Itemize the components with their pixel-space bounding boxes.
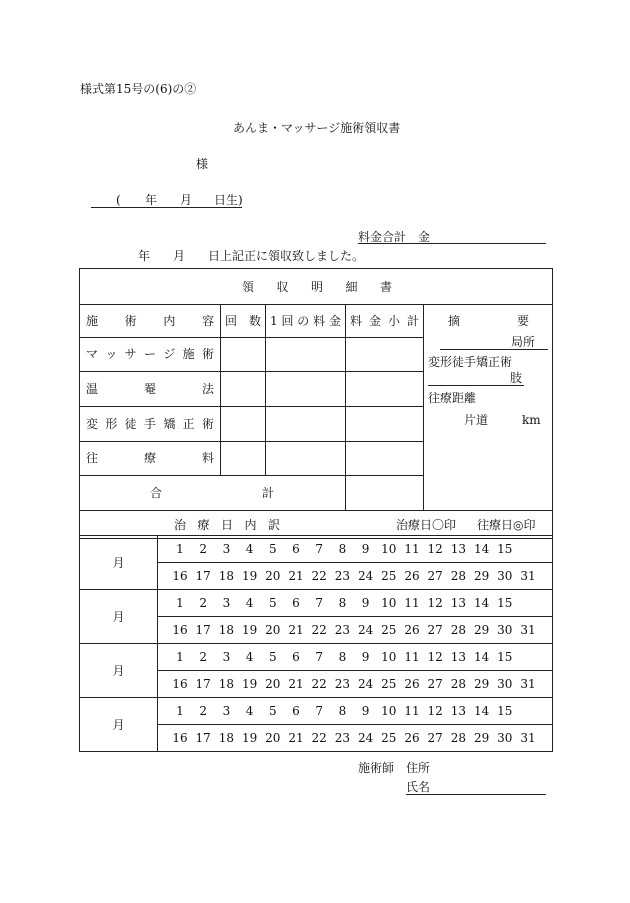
row-hotpack-subtotal	[346, 372, 424, 407]
day-number: 17	[195, 731, 211, 745]
day-number: 15	[497, 650, 513, 664]
receipt-breakdown-table	[79, 268, 553, 539]
row-deform-label: 変 形 徒 手 矯 正 術	[80, 406, 221, 441]
day-number: 28	[450, 677, 467, 691]
row-deform-count	[221, 406, 266, 441]
day-number: 6	[292, 704, 300, 718]
day-number: 8	[338, 704, 347, 718]
month-cell: 月	[80, 644, 158, 698]
day-number: 6	[292, 596, 300, 610]
day-number: 20	[265, 569, 281, 583]
day-number: 21	[288, 623, 304, 637]
row-hotpack-fee	[266, 372, 346, 407]
day-number: 18	[218, 731, 235, 745]
day-number: 31	[520, 677, 536, 691]
days-row-16-31	[158, 563, 553, 590]
row-massage-subtotal	[346, 337, 424, 372]
day-number: 6	[292, 650, 300, 664]
day-number: 19	[241, 569, 258, 583]
day-number: 16	[172, 677, 188, 691]
day-number: 22	[311, 731, 327, 745]
day-number: 10	[381, 704, 397, 718]
row-hotpack-count	[221, 372, 266, 407]
day-number: 29	[473, 623, 490, 637]
remarks-station: 局所	[511, 335, 536, 349]
day-number: 10	[381, 596, 397, 610]
day-number: 10	[381, 542, 397, 556]
day-number: 27	[427, 569, 443, 583]
days-row-16-31	[158, 617, 553, 644]
day-number: 30	[497, 677, 513, 691]
day-number: 13	[450, 704, 467, 718]
day-number: 27	[427, 677, 443, 691]
sum-row-subtotal	[346, 476, 424, 511]
day-number: 8	[338, 596, 347, 610]
day-number: 26	[404, 677, 420, 691]
row-massage-label: マ ッ サ ー ジ 施 術	[80, 337, 221, 372]
total-underline	[358, 243, 546, 244]
day-number: 12	[427, 542, 443, 556]
day-number: 1	[176, 596, 184, 610]
day-number: 19	[241, 677, 258, 691]
day-number: 12	[427, 596, 443, 610]
days-row-16-31	[158, 671, 553, 698]
col-item-header: 施 術 内 容	[80, 305, 221, 338]
day-number: 1	[176, 542, 184, 556]
day-number: 25	[381, 569, 397, 583]
day-number: 2	[199, 542, 207, 556]
day-number: 18	[218, 623, 235, 637]
page-title: あんま・マッサージ施術領収書	[233, 121, 401, 135]
day-number: 9	[361, 704, 370, 718]
day-number: 4	[245, 542, 254, 556]
day-number: 1	[176, 650, 184, 664]
day-number: 8	[338, 650, 347, 664]
row-deform-subtotal	[346, 406, 424, 441]
legend-treatment-day: 治療日〇印	[396, 517, 457, 532]
col-subtotal-header: 料 金 小 計	[346, 305, 424, 338]
day-number: 22	[311, 569, 327, 583]
legend-visit-day: 往療日◎印	[477, 517, 536, 532]
day-number: 3	[222, 704, 231, 718]
day-number: 21	[288, 731, 304, 745]
day-number: 7	[315, 704, 323, 718]
day-number: 18	[218, 677, 235, 691]
month-cell: 月	[80, 698, 158, 752]
day-number: 7	[315, 650, 323, 664]
day-number: 11	[404, 704, 420, 718]
day-number: 17	[195, 569, 211, 583]
day-number: 13	[450, 650, 467, 664]
day-number: 15	[497, 704, 513, 718]
birth-underline	[91, 207, 242, 208]
day-number: 5	[268, 596, 277, 610]
day-number: 9	[361, 596, 370, 610]
day-number: 31	[520, 623, 536, 637]
treatment-header: 治 療 日 内 訳 治療日〇印 往療日◎印	[80, 511, 553, 539]
form-number: 様式第15号の(6)の②	[80, 82, 197, 96]
day-number: 18	[218, 569, 235, 583]
day-number: 22	[311, 677, 327, 691]
day-number: 29	[473, 677, 490, 691]
day-number: 23	[334, 569, 351, 583]
day-number: 4	[245, 704, 254, 718]
day-number: 26	[404, 623, 420, 637]
day-number: 12	[427, 650, 443, 664]
day-number: 24	[357, 677, 374, 691]
day-number: 14	[473, 650, 490, 664]
day-number: 21	[288, 569, 304, 583]
day-number: 24	[357, 569, 374, 583]
day-number: 2	[199, 596, 207, 610]
col-fee-header: 1 回 の 料 金	[266, 305, 346, 338]
day-number: 14	[473, 704, 490, 718]
month-cell: 月	[80, 536, 158, 590]
day-number: 9	[361, 650, 370, 664]
day-number: 2	[199, 704, 207, 718]
day-number: 20	[265, 677, 281, 691]
day-number: 20	[265, 731, 281, 745]
honorific: 様	[196, 157, 209, 171]
row-visit-label: 往 療 料	[80, 441, 221, 476]
remarks-title: 摘	[448, 314, 461, 328]
days-row-1-15	[158, 590, 553, 617]
day-number: 17	[195, 623, 211, 637]
remarks-km: km	[522, 413, 541, 427]
day-number: 3	[222, 596, 231, 610]
day-number: 25	[381, 731, 397, 745]
day-number: 17	[195, 677, 211, 691]
day-number: 12	[427, 704, 443, 718]
day-number: 19	[241, 731, 258, 745]
day-number: 2	[199, 650, 207, 664]
row-massage-count	[221, 337, 266, 372]
col-count-header: 回 数	[221, 305, 266, 338]
sum-row-label: 合 計	[80, 476, 346, 511]
day-number: 11	[404, 596, 420, 610]
day-number: 16	[172, 569, 188, 583]
day-number: 28	[450, 569, 467, 583]
day-number: 8	[338, 542, 347, 556]
row-hotpack-label: 温 罨 法	[80, 372, 221, 407]
day-number: 27	[427, 623, 443, 637]
day-number: 5	[268, 650, 277, 664]
remarks-cell: 摘 要 局所 変形徒手矯正術 肢 往療距離 片道 km	[424, 305, 553, 511]
day-number: 10	[381, 650, 397, 664]
day-number: 21	[288, 677, 304, 691]
day-number: 27	[427, 731, 443, 745]
day-number: 5	[268, 542, 277, 556]
day-number: 23	[334, 731, 351, 745]
remarks-oneway: 片道	[464, 413, 489, 427]
row-visit-subtotal	[346, 441, 424, 476]
day-number: 26	[404, 569, 420, 583]
remarks-distance: 往療距離	[428, 391, 477, 405]
remarks-limb: 肢	[510, 371, 523, 385]
month-cell: 月	[80, 590, 158, 644]
treatment-days-table	[79, 535, 553, 752]
day-number: 30	[497, 569, 513, 583]
day-number: 19	[241, 623, 258, 637]
day-number: 4	[245, 596, 254, 610]
day-number: 16	[172, 623, 188, 637]
day-number: 4	[245, 650, 254, 664]
day-number: 23	[334, 623, 351, 637]
day-number: 30	[497, 623, 513, 637]
day-number: 30	[497, 731, 513, 745]
day-number: 15	[497, 596, 513, 610]
day-number: 14	[473, 542, 490, 556]
day-number: 3	[222, 650, 231, 664]
day-number: 29	[473, 569, 490, 583]
breakdown-title: 領 収 明 細 書	[80, 269, 553, 305]
day-number: 3	[222, 542, 231, 556]
day-number: 28	[450, 623, 467, 637]
day-number: 6	[292, 542, 300, 556]
day-number: 9	[361, 542, 370, 556]
days-row-16-31	[158, 725, 553, 752]
day-number: 13	[450, 542, 467, 556]
days-row-1-15	[158, 698, 553, 725]
day-number: 16	[172, 731, 188, 745]
practitioner-name: 氏名	[406, 780, 431, 794]
day-number: 11	[404, 542, 420, 556]
days-row-1-15	[158, 644, 553, 671]
day-number: 22	[311, 623, 327, 637]
name-underline	[406, 794, 546, 795]
days-row-1-15	[158, 536, 553, 563]
day-number: 31	[520, 731, 536, 745]
row-visit-count	[221, 441, 266, 476]
practitioner-address: 住所	[406, 761, 431, 775]
day-number: 1	[176, 704, 184, 718]
day-number: 29	[473, 731, 490, 745]
day-number: 25	[381, 623, 397, 637]
day-number: 11	[404, 650, 420, 664]
row-deform-fee	[266, 406, 346, 441]
day-number: 14	[473, 596, 490, 610]
day-number: 7	[315, 542, 323, 556]
day-number: 20	[265, 623, 281, 637]
day-number: 24	[357, 623, 374, 637]
row-visit-fee	[266, 441, 346, 476]
day-number: 26	[404, 731, 420, 745]
day-number: 15	[497, 542, 513, 556]
day-number: 25	[381, 677, 397, 691]
day-number: 7	[315, 596, 323, 610]
day-number: 23	[334, 677, 351, 691]
day-number: 31	[520, 569, 536, 583]
day-number: 24	[357, 731, 374, 745]
row-massage-fee	[266, 337, 346, 372]
day-number: 5	[268, 704, 277, 718]
day-number: 28	[450, 731, 467, 745]
practitioner-label: 施術師	[358, 761, 395, 775]
day-number: 13	[450, 596, 467, 610]
remarks-deform: 変形徒手矯正術	[428, 355, 513, 369]
